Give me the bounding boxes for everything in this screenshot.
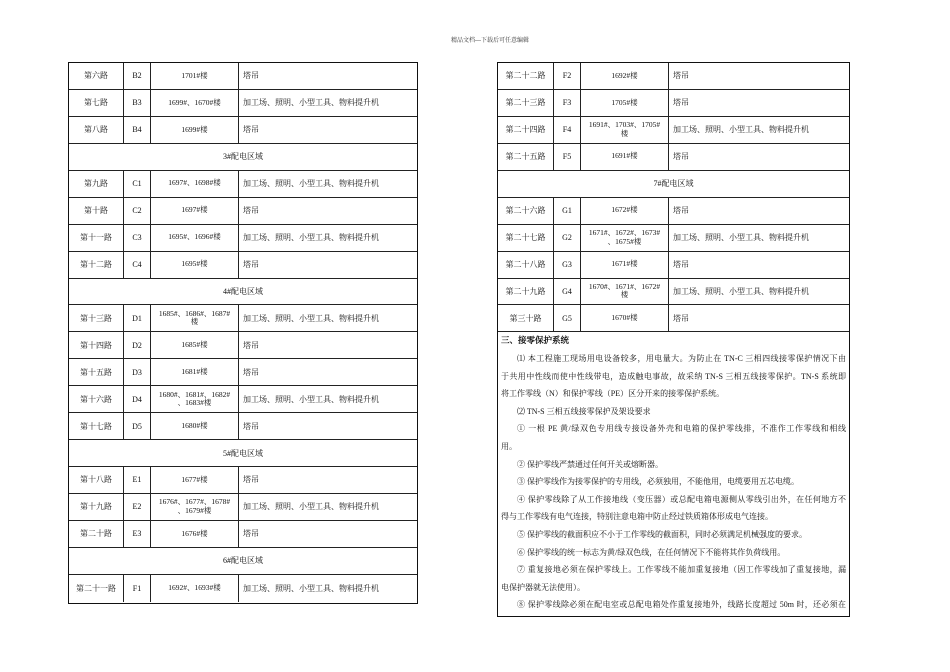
table-row xyxy=(498,305,849,332)
feeder-code-cell: E3 xyxy=(124,521,151,547)
table-row xyxy=(69,90,417,117)
table-row xyxy=(498,63,849,90)
route-cell: 第二十四路 xyxy=(498,117,554,143)
table-row xyxy=(69,575,417,602)
route-cell: 第十三路 xyxy=(69,305,124,331)
feeder-code-cell: D2 xyxy=(124,332,151,358)
route-cell: 第十九路 xyxy=(69,494,124,520)
route-cell: 第三十路 xyxy=(498,305,554,331)
feeder-code-cell: G1 xyxy=(554,198,581,224)
table-row xyxy=(498,225,849,252)
route-cell: 第十六路 xyxy=(69,386,124,412)
building-cell: 1697#楼 xyxy=(151,198,239,224)
route-cell: 第七路 xyxy=(69,90,124,116)
route-cell: 第二十九路 xyxy=(498,279,554,305)
route-cell: 第九路 xyxy=(69,171,124,197)
route-cell: 第十七路 xyxy=(69,413,124,439)
table-row xyxy=(498,117,849,144)
table-row xyxy=(69,359,417,386)
left-distribution-table xyxy=(69,63,417,602)
feeder-code-cell: E1 xyxy=(124,467,151,493)
paragraph-line: ⑴ 本工程施工现场用电设备较多，用电量大。为防止在 TN-C 三相四线接零保护情况下由 xyxy=(517,353,846,363)
left-table-box xyxy=(68,62,418,604)
usage-cell: 塔吊 xyxy=(243,125,259,135)
feeder-code-cell: F2 xyxy=(554,63,581,89)
building-cell: 1699#、1670#楼 xyxy=(151,90,239,116)
usage-cell: 塔吊 xyxy=(243,259,259,269)
usage-cell: 加工场、照明、小型工具、物料提升机 xyxy=(673,286,809,296)
table-row xyxy=(69,63,417,90)
usage-cell: 加工场、照明、小型工具、物料提升机 xyxy=(243,394,379,404)
area-row xyxy=(69,279,417,306)
route-cell: 第二十八路 xyxy=(498,252,554,278)
paragraph-line: ② 保护零线严禁通过任何开关或熔断器。 xyxy=(517,459,663,469)
table-row xyxy=(69,305,417,332)
feeder-code-cell: D3 xyxy=(124,359,151,385)
route-cell: 第十二路 xyxy=(69,252,124,278)
paragraph-line: 将工作零线（N）和保护零线（PE）区分开来的接零保护系统。 xyxy=(501,389,725,399)
right-distribution-table xyxy=(498,63,849,332)
feeder-code-cell: F1 xyxy=(124,575,151,602)
building-cell: 1676#、1677#、1678# 、1679#楼 xyxy=(151,494,239,520)
table-row xyxy=(69,252,417,279)
feeder-code-cell: F3 xyxy=(554,90,581,116)
building-cell: 1681#楼 xyxy=(151,359,239,385)
feeder-code-cell: C3 xyxy=(124,225,151,251)
feeder-code-cell: G5 xyxy=(554,305,581,331)
table-row xyxy=(498,252,849,279)
paragraph-line: 得与工作零线有电气连接，特别注意电箱中防止经过铁质箱体形成电气连接。 xyxy=(501,512,773,522)
usage-cell: 塔吊 xyxy=(673,206,689,216)
route-cell: 第八路 xyxy=(69,117,124,143)
feeder-code-cell: B3 xyxy=(124,90,151,116)
feeder-code-cell: D1 xyxy=(124,305,151,331)
paragraph-line: ⑥ 保护零线的统一标志为黄/绿双色线，在任何情况下不能将其作负荷线用。 xyxy=(517,547,786,557)
table-row xyxy=(69,413,417,440)
building-cell: 1692#楼 xyxy=(581,63,669,89)
route-cell: 第二十一路 xyxy=(69,575,124,602)
building-cell: 1701#楼 xyxy=(151,63,239,89)
area-row xyxy=(69,144,417,171)
building-cell: 1691#、1703#、1705# 楼 xyxy=(581,117,669,143)
feeder-code-cell: G3 xyxy=(554,252,581,278)
usage-cell: 加工场、照明、小型工具、物料提升机 xyxy=(673,125,809,135)
paragraph-line: ⑤ 保护零线的截面积应不小于工作零线的截面积，同时必须满足机械强度的要求。 xyxy=(517,529,807,539)
feeder-code-cell: G4 xyxy=(554,279,581,305)
paragraph-line: 电保护器就无法使用）。 xyxy=(501,582,585,592)
feeder-code-cell: D4 xyxy=(124,386,151,412)
feeder-code-cell: C1 xyxy=(124,171,151,197)
section-heading: 三、接零保护系统 xyxy=(501,335,570,346)
paragraph-line: 用。 xyxy=(501,441,517,451)
feeder-code-cell: D5 xyxy=(124,413,151,439)
paragraph-line: ⑧ 保护零线除必须在配电室或总配电箱处作重复接地外，线路长度超过 50m 时，还必须在 xyxy=(517,600,846,610)
feeder-code-cell: C2 xyxy=(124,198,151,224)
area-label: 4#配电区域 xyxy=(223,286,263,296)
usage-cell: 塔吊 xyxy=(673,98,689,108)
paragraph-line: 于共用中性线而使中性线带电，造成触电事故，故采纳 TN-S 三相五线接零保护。TN-S 系统即 xyxy=(501,371,846,381)
protection-section xyxy=(498,332,849,616)
table-row xyxy=(69,467,417,494)
feeder-code-cell: E2 xyxy=(124,494,151,520)
area-row xyxy=(498,171,849,198)
route-cell: 第二十五路 xyxy=(498,144,554,170)
building-cell: 1705#楼 xyxy=(581,90,669,116)
usage-cell: 塔吊 xyxy=(673,71,689,81)
route-cell: 第十八路 xyxy=(69,467,124,493)
route-cell: 第十路 xyxy=(69,198,124,224)
route-cell: 第十五路 xyxy=(69,359,124,385)
page-header-note: 精品文档---下载后可任意编辑 xyxy=(451,38,529,44)
usage-cell: 塔吊 xyxy=(243,71,259,81)
area-label: 5#配电区域 xyxy=(223,448,263,458)
paragraph-line: ③ 保护零线作为接零保护的专用线，必须独用，不能他用，电缆要用五芯电缆。 xyxy=(517,477,799,487)
feeder-code-cell: G2 xyxy=(554,225,581,251)
paragraph-line: ④ 保护零线除了从工作接地线（变压器）或总配电箱电源侧从零线引出外，在任何地方不 xyxy=(517,494,846,504)
route-cell: 第十四路 xyxy=(69,332,124,358)
paragraph-line: ⑵ TN-S 三相五线接零保护及架设要求 xyxy=(517,406,651,416)
usage-cell: 塔吊 xyxy=(243,421,259,431)
building-cell: 1676#楼 xyxy=(151,521,239,547)
usage-cell: 塔吊 xyxy=(243,475,259,485)
route-cell: 第六路 xyxy=(69,63,124,89)
table-row xyxy=(69,332,417,359)
table-row xyxy=(69,225,417,252)
area-label: 6#配电区域 xyxy=(223,556,263,566)
paragraph-line: ① 一根 PE 黄/绿双色专用线专接设备外壳和电箱的保护零线排，不准作工作零线和相线 xyxy=(517,424,846,434)
building-cell: 1680#楼 xyxy=(151,413,239,439)
building-cell: 1680#、1681#、1682# 、1683#楼 xyxy=(151,386,239,412)
table-row xyxy=(498,279,849,306)
building-cell: 1677#楼 xyxy=(151,467,239,493)
table-row xyxy=(498,144,849,171)
route-cell: 第二十二路 xyxy=(498,63,554,89)
table-row xyxy=(69,386,417,413)
route-cell: 第二十三路 xyxy=(498,90,554,116)
feeder-code-cell: F4 xyxy=(554,117,581,143)
usage-cell: 塔吊 xyxy=(243,367,259,377)
building-cell: 1692#、1693#楼 xyxy=(151,575,239,602)
usage-cell: 加工场、照明、小型工具、物料提升机 xyxy=(243,233,379,242)
area-row xyxy=(69,548,417,575)
table-row xyxy=(498,90,849,117)
feeder-code-cell: F5 xyxy=(554,144,581,170)
table-row xyxy=(69,117,417,144)
usage-cell: 加工场、照明、小型工具、物料提升机 xyxy=(673,233,809,242)
route-cell: 第十一路 xyxy=(69,225,124,251)
building-cell: 1695#、1696#楼 xyxy=(151,225,239,251)
building-cell: 1671#楼 xyxy=(581,252,669,278)
feeder-code-cell: C4 xyxy=(124,252,151,278)
route-cell: 第二十路 xyxy=(69,521,124,547)
usage-cell: 塔吊 xyxy=(243,206,259,216)
building-cell: 1672#楼 xyxy=(581,198,669,224)
usage-cell: 加工场、照明、小型工具、物料提升机 xyxy=(243,313,379,323)
table-row xyxy=(69,198,417,225)
usage-cell: 塔吊 xyxy=(673,152,689,162)
table-row xyxy=(69,494,417,521)
usage-cell: 塔吊 xyxy=(243,529,259,539)
usage-cell: 塔吊 xyxy=(243,340,259,350)
feeder-code-cell: B2 xyxy=(124,63,151,89)
table-row xyxy=(69,171,417,198)
usage-cell: 加工场、照明、小型工具、物料提升机 xyxy=(243,583,379,593)
paragraph-line: ⑦ 重复接地必须在保护零线上。工作零线不能加重复接地（因工作零线加了重复接地，漏 xyxy=(517,565,846,575)
usage-cell: 加工场、照明、小型工具、物料提升机 xyxy=(243,179,379,189)
building-cell: 1691#楼 xyxy=(581,144,669,170)
building-cell: 1685#楼 xyxy=(151,332,239,358)
table-row xyxy=(69,521,417,548)
building-cell: 1670#、1671#、1672# 楼 xyxy=(581,279,669,305)
feeder-code-cell: B4 xyxy=(124,117,151,143)
usage-cell: 加工场、照明、小型工具、物料提升机 xyxy=(243,98,379,108)
usage-cell: 加工场、照明、小型工具、物料提升机 xyxy=(243,502,379,512)
building-cell: 1697#、1698#楼 xyxy=(151,171,239,197)
usage-cell: 塔吊 xyxy=(673,259,689,269)
building-cell: 1670#楼 xyxy=(581,305,669,331)
area-label: 3#配电区域 xyxy=(223,152,263,162)
route-cell: 第二十六路 xyxy=(498,198,554,224)
building-cell: 1671#、1672#、1673# 、1675#楼 xyxy=(581,225,669,251)
table-row xyxy=(498,198,849,225)
right-table-box xyxy=(497,62,850,617)
route-cell: 第二十七路 xyxy=(498,225,554,251)
area-label: 7#配电区域 xyxy=(653,179,694,189)
building-cell: 1695#楼 xyxy=(151,252,239,278)
building-cell: 1685#、1686#、1687# 楼 xyxy=(151,305,239,331)
usage-cell: 塔吊 xyxy=(673,313,689,323)
area-row xyxy=(69,440,417,467)
building-cell: 1699#楼 xyxy=(151,117,239,143)
